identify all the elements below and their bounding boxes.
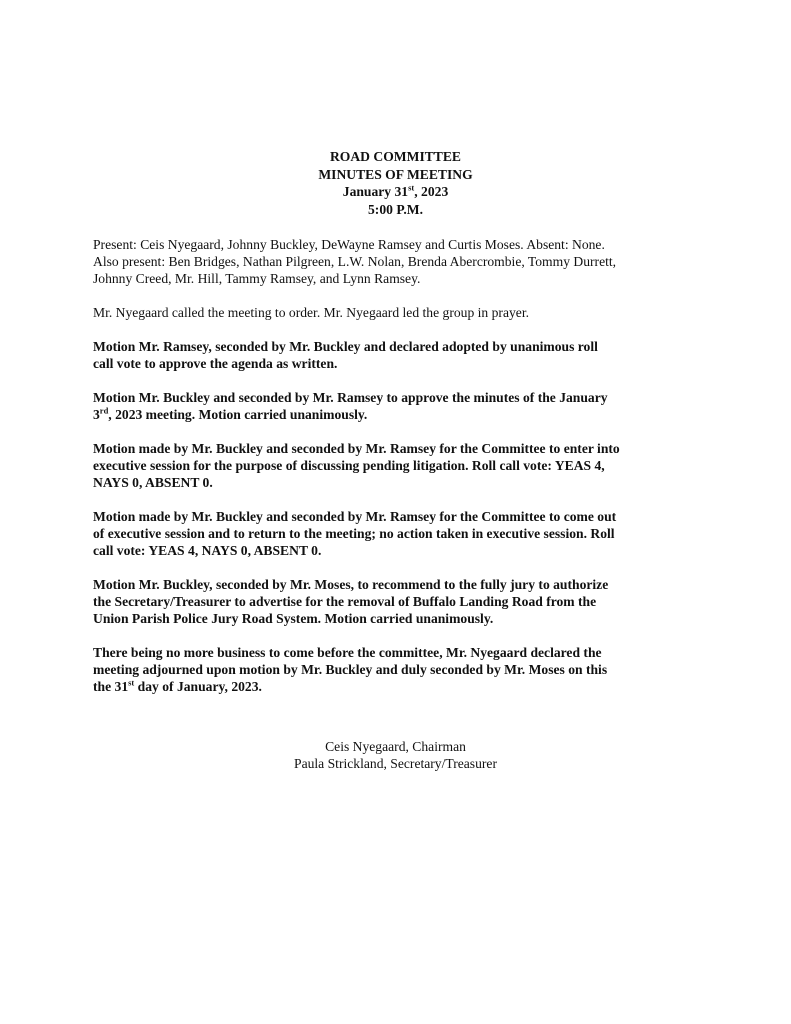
- meeting-time: 5:00 P.M.: [368, 201, 423, 217]
- committee-name: ROAD COMMITTEE: [329, 149, 462, 164]
- document-title: [0, 148, 791, 218]
- minutes-body: [93, 236, 703, 712]
- call-to-order-paragraph: Mr. Nyegaard called the meeting to order. Mr. Nyegaard led the group in prayer.: [93, 305, 529, 320]
- motion-approve-minutes: Motion Mr. Buckley and seconded by Mr. Ramsey to approve the minutes of the January 3rd, 2023 meeting. Motion carried unanimously.: [93, 390, 608, 422]
- motion-exit-executive-session: Motion made by Mr. Buckley and seconded by Mr. Ramsey for the Committee to come out of executive session and to return to the meeting; no action taken in executive session. Roll call vote: YEAS 4, NAYS 0, ABSENT 0.: [93, 509, 617, 558]
- signature-block: [0, 738, 791, 772]
- motion-buffalo-landing-road: Motion Mr. Buckley, seconded by Mr. Moses, to recommend to the fully jury to authorize the Secretary/Treasurer to advertise for the removal of Buffalo Landing Road from the Union Parish Police Jury Road System. Motion carried unanimously.: [93, 577, 609, 626]
- motion-approve-agenda: Motion Mr. Ramsey, seconded by Mr. Buckley and declared adopted by unanimous roll call vote to approve the agenda as written.: [93, 339, 598, 371]
- adjournment-paragraph: There being no more business to come before the committee, Mr. Nyegaard declared the meeting adjourned upon motion by Mr. Buckley and duly seconded by Mr. Moses on this the 31st day of January, 2023.: [93, 645, 608, 694]
- motion-enter-executive-session: Motion made by Mr. Buckley and seconded by Mr. Ramsey for the Committee to enter into executive session for the purpose of discussing pending litigation. Roll call vote: YEAS 4, NAYS 0, ABSENT 0.: [93, 441, 620, 490]
- chairman-signature: Ceis Nyegaard, Chairman: [325, 739, 466, 754]
- attendance-paragraph: Present: Ceis Nyegaard, Johnny Buckley, DeWayne Ramsey and Curtis Moses. Absent: None. Also present: Ben Bridges, Nathan Pilgreen, L.W. Nolan, Brenda Abercrombie, Tommy Durrett, Johnny Creed, Mr. Hill, Tammy Ramsey, and Lynn Ramsey.: [93, 237, 617, 286]
- meeting-date: January 31st, 2023: [342, 182, 449, 199]
- document-type: MINUTES OF MEETING: [318, 166, 473, 182]
- secretary-signature: Paula Strickland, Secretary/Treasurer: [294, 756, 497, 771]
